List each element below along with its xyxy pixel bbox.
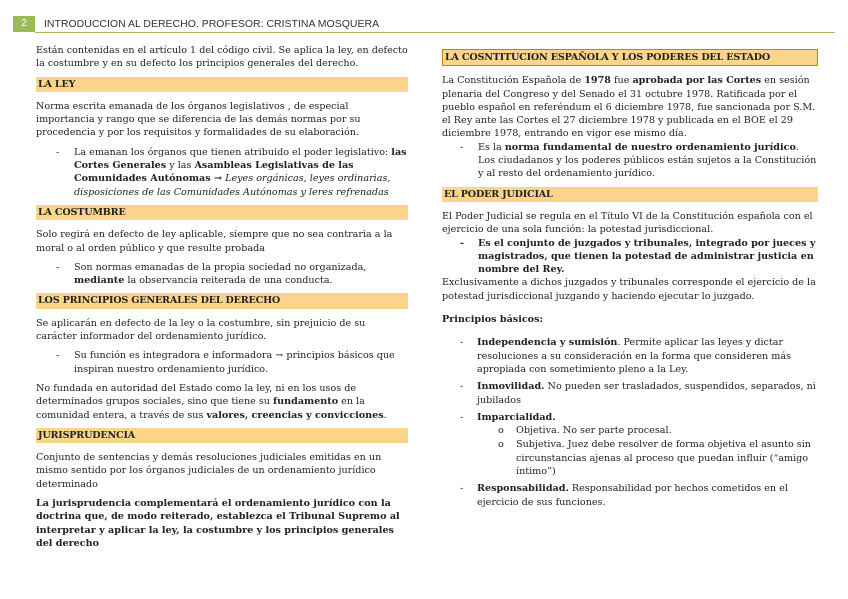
text-span: en sesión plenaria del Congreso y del Senado el 31 octubre 1978. Ratificada por el pueblo español en referéndum el 6 diciembre 1978, fue sancionada por S.M. el Rey ante las Cortes el 27 diciembre 1978 y publicada en el BOE el 29 diciembre 1978, entrando en vigor ese mismo día.	[442, 75, 816, 140]
text-span: Responsabilidad por hechos cometidos en el ejercicio de sus funciones.	[477, 483, 788, 508]
bold-span: norma fundamental de nuestro ordenamiento jurídico	[504, 141, 796, 153]
text-span: No pueden ser trasladados, suspendidos, separados, ni jubilados	[477, 381, 816, 406]
bold-span: aprobada por las Cortes	[632, 75, 762, 87]
text-span: fue	[610, 75, 633, 87]
bold-span: Independencia y sumisión	[477, 337, 618, 349]
italic-span: Leyes orgánicas, leyes ordinarias, disposiciones de las Comunidades Autónomas y leres refrenadas	[74, 173, 391, 198]
principios-text: Se aplicarán en defecto de la ley o la costumbre, sin prejuicio de su carácter informador del ordenamiento jurídico.	[36, 317, 366, 343]
right-column	[442, 44, 818, 515]
left-column	[36, 44, 408, 556]
ley-text: Norma escrita emanada de los órganos legislativos , de especial importancia y rango que se diferencia de las demás normas por su procedencia y por los requisitos y formalidades de su elaboración.	[36, 100, 361, 139]
bold-span: Responsabilidad.	[477, 483, 569, 495]
constitucion-list	[442, 141, 818, 181]
list-item	[442, 411, 818, 478]
header-rule	[35, 32, 835, 33]
list-item	[36, 146, 408, 199]
text-span: Son normas emanadas de la propia sociedad no organizada,	[74, 261, 367, 273]
costumbre-text: Solo regirá en defecto de ley aplicable, siempre que no sea contraria a la moral o al orden público y que resulte probada	[36, 229, 393, 254]
principios-basicos-heading: Principios básicos:	[442, 314, 544, 326]
list-item	[442, 482, 818, 509]
bold-span: 1978	[584, 75, 611, 87]
list-item: - Su función es integradora e informadora → principios básicos que inspiran nuestro ordenamiento jurídico.	[36, 349, 408, 376]
costumbre-list	[36, 261, 408, 288]
section-heading-jurisprudencia: JURISPRUDENCIA	[36, 428, 408, 443]
page-header	[0, 14, 848, 34]
sub-list	[442, 424, 818, 478]
constitucion-text	[442, 74, 818, 140]
text-span: No fundada en autoridad del Estado como la ley, ni en los usos de determinados grupos sociales, sino que tiene su	[36, 382, 357, 408]
bold-span: Inmovilidad.	[477, 381, 545, 393]
principios-basicos-list	[442, 336, 818, 509]
text-span: . Permite aplicar las leyes y dictar resoluciones a su consideración en la forma que consideren más apropiada con sometimiento pleno a la Ley.	[477, 337, 792, 375]
text-span: La Constitución Española de	[442, 75, 585, 87]
section-heading-ley: LA LEY	[36, 77, 408, 92]
judicial-text-2: Exclusivamente a dichos juzgados y tribunales corresponde el ejercicio de la potestad jurisdiccional juzgando y haciendo ejecutar lo juzgado.	[442, 277, 816, 302]
text-span: en la comunidad entera, a través de sus	[36, 396, 365, 421]
bold-span: fundamento	[273, 396, 339, 408]
section-heading-constitucion: LA COSNTITUCION ESPAÑOLA Y LOS PODERES DEL ESTADO	[442, 49, 818, 66]
bold-span: mediante	[74, 275, 125, 287]
page-number: 2	[13, 16, 35, 32]
sub-list-item: o Subjetiva. Juez debe resolver de forma objetiva el asunto sin circunstancias ajenas al proceso que puedan influir (“amigo íntimo”)	[442, 438, 818, 478]
text-span: .	[383, 409, 387, 421]
list-item	[442, 336, 818, 376]
text-span: y las	[166, 160, 195, 172]
ley-list	[36, 146, 408, 199]
principios-text-2	[36, 382, 408, 422]
text-span: Es la	[478, 141, 505, 153]
text-span: . Los ciudadanos y los poderes públicos están sujetos a la Constitución y al resto del ordenamiento jurídico.	[478, 141, 817, 180]
section-heading-costumbre: LA COSTUMBRE	[36, 205, 408, 220]
text-span: la observancia reiterada de una conducta.	[124, 275, 333, 287]
list-item	[442, 380, 818, 407]
section-heading-principios: LOS PRINCIPIOS GENERALES DEL DERECHO	[36, 293, 408, 308]
bold-span: Imparcialidad.	[477, 411, 556, 423]
section-heading-poder-judicial: EL PODER JUDICIAL	[442, 187, 818, 202]
bold-span: las Cortes Generales	[74, 146, 407, 172]
bold-span: Asambleas Legislativas de las Comunidades Autónomas →	[74, 160, 354, 185]
sub-list-item: o Objetiva. No ser parte procesal.	[442, 424, 818, 437]
intro-text: Están contenidas en el artículo 1 del código civil. Se aplica la ley, en defecto la costumbre y en su defecto los principios generales del derecho.	[36, 45, 408, 70]
text-span: La emanan los órganos que tienen atribuido el poder legislativo:	[74, 146, 392, 158]
list-item	[442, 141, 818, 181]
juris-bold-text: La jurisprudencia complementará el ordenamiento jurídico con la doctrina que, de modo reiterado, establezca el Tribunal Supremo al interpretar y aplicar la ley, la costumbre y los principios generales del derecho	[36, 498, 400, 549]
list-item: - Es el conjunto de juzgados y tribunales, integrado por jueces y magistrados, que tienen la potestad de administrar justicia en nombre del Rey.	[442, 237, 818, 277]
judicial-list	[442, 237, 818, 277]
juris-text: Conjunto de sentencias y demás resoluciones judiciales emitidas en un mismo sentido por los órganos judiciales de un ordenamiento jurídico determinado	[36, 452, 382, 490]
principios-list	[36, 349, 408, 376]
judicial-text: El Poder Judicial se regula en el Título VI de la Constitución española con el ejercicio de una sola función: la potestad jurisdiccional.	[442, 210, 813, 236]
list-item	[36, 261, 408, 288]
header-title: INTRODUCCION AL DERECHO. PROFESOR: CRISTINA MOSQUERA	[44, 18, 380, 30]
bold-span: valores, creencias y convicciones	[206, 409, 384, 421]
